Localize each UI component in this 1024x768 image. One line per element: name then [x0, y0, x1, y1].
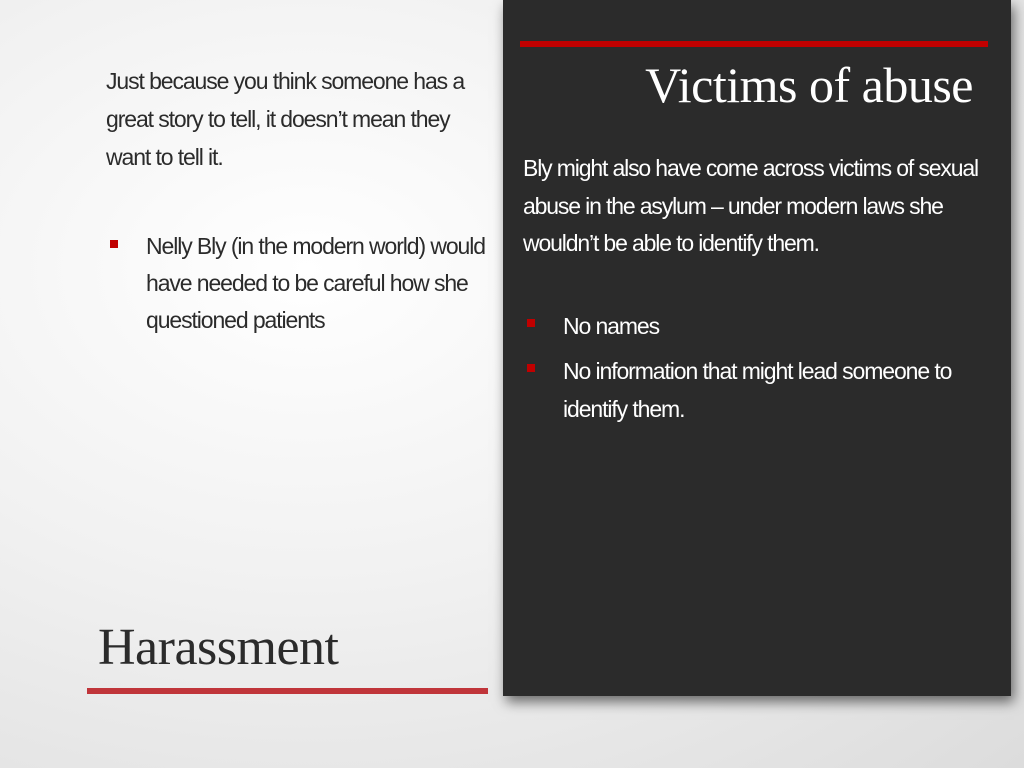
panel-body-text: Bly might also have come across victims of sexual abuse in the asylum – under modern laws she wouldn’t be able to identify them.	[523, 155, 978, 256]
panel-title: Victims of abuse	[645, 57, 973, 113]
intro-text: Just because you think someone has a great story to tell, it doesn’t mean they want to tell it.	[106, 68, 465, 170]
left-column	[0, 0, 500, 768]
bullet-text: No information that might lead someone to identify them.	[563, 358, 952, 422]
square-bullet-icon	[110, 240, 118, 248]
panel-top-rule	[520, 41, 988, 47]
square-bullet-icon	[527, 319, 535, 327]
list-item	[523, 307, 1003, 345]
section-title: Harassment	[98, 619, 339, 676]
title-underline	[87, 688, 488, 694]
left-bullet-list	[106, 228, 486, 339]
bullet-text: No names	[563, 313, 660, 339]
list-item	[523, 352, 1003, 428]
square-bullet-icon	[527, 364, 535, 372]
right-bullet-list	[523, 307, 1003, 435]
dark-panel	[503, 0, 1011, 696]
list-item	[106, 228, 486, 339]
bullet-text: Nelly Bly (in the modern world) would have needed to be careful how she questioned patients	[146, 233, 485, 333]
